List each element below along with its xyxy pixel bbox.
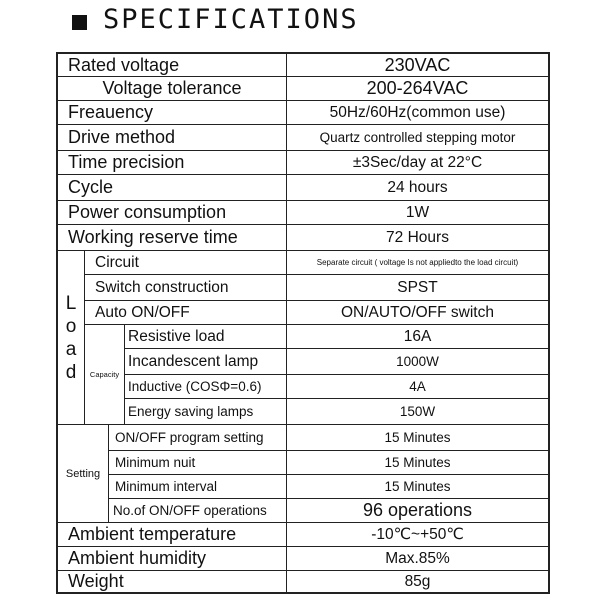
- row-value-switch-construction: SPST: [397, 278, 438, 296]
- row-value-auto-on-off: ON/AUTO/OFF switch: [340, 303, 494, 321]
- row-label-rated-voltage: Rated voltage: [68, 54, 180, 75]
- row-label-energy-saving-lamps: Energy saving lamps: [128, 404, 254, 419]
- row-value-inductive: 4A: [409, 379, 426, 394]
- row-value-no-of-on-off-operations: 96 operations: [362, 500, 473, 520]
- row-label-circuit: Circuit: [95, 253, 139, 271]
- page-header: [72, 2, 359, 36]
- row-label-drive-method: Drive method: [68, 127, 176, 147]
- row-label-resistive-load: Resistive load: [128, 327, 225, 345]
- row-label-ambient-temperature: Ambient temperature: [68, 524, 237, 544]
- row-value-drive-method: Quartz controlled stepping motor: [319, 130, 516, 145]
- row-label-minimum-interval: Minimum interval: [115, 479, 218, 494]
- specifications-table: [56, 52, 550, 594]
- row-value-weight: 85g: [404, 572, 431, 590]
- load-letter-d: d: [65, 361, 77, 383]
- row-value-power-consumption: 1W: [405, 203, 430, 221]
- row-label-inductive: Inductive (COSΦ=0.6): [128, 379, 262, 394]
- capacity-group-label: Capacity: [89, 370, 120, 379]
- row-label-ambient-humidity: Ambient humidity: [68, 548, 207, 568]
- row-value-on-off-program-setting: 15 Minutes: [384, 430, 451, 445]
- row-value-rated-voltage: 230VAC: [384, 54, 451, 75]
- row-value-cycle: 24 hours: [387, 178, 448, 196]
- row-label-incandescent-lamp: Incandescent lamp: [128, 352, 259, 370]
- row-value-working-reserve-time: 72 Hours: [386, 228, 449, 246]
- row-label-voltage-tolerance: Voltage tolerance: [102, 78, 242, 98]
- row-value-time-precision: ±3Sec/day at 22°C: [352, 153, 483, 171]
- row-label-time-precision: Time precision: [68, 152, 185, 172]
- row-label-no-of-on-off-operations: No.of ON/OFF operations: [113, 503, 267, 518]
- load-group-label: [58, 251, 84, 424]
- row-value-ambient-temperature: -10℃~+50℃: [371, 526, 464, 543]
- row-value-energy-saving-lamps: 150W: [399, 404, 436, 419]
- row-label-switch-construction: Switch construction: [95, 278, 229, 296]
- row-value-minimum-nuit: 15 Minutes: [384, 455, 451, 470]
- row-label-minimum-nuit: Minimum nuit: [115, 455, 196, 470]
- row-value-minimum-interval: 15 Minutes: [384, 479, 451, 494]
- row-label-working-reserve-time: Working reserve time: [68, 227, 238, 247]
- load-letter-o: o: [65, 315, 77, 337]
- row-value-frequency: 50Hz/60Hz(common use): [329, 103, 506, 121]
- row-label-frequency: Freauency: [68, 102, 154, 122]
- square-bullet-icon: [72, 15, 87, 30]
- load-letter-l: L: [65, 292, 77, 314]
- row-value-circuit: Separate circuit ( voltage Is not appliedto the load circuit): [316, 258, 519, 267]
- setting-group-label: Setting: [65, 467, 101, 480]
- page-title: SPECIFICATIONS: [103, 3, 359, 35]
- row-label-cycle: Cycle: [68, 177, 114, 197]
- row-value-ambient-humidity: Max.85%: [385, 549, 450, 567]
- row-label-power-consumption: Power consumption: [68, 202, 227, 222]
- row-label-weight: Weight: [68, 571, 124, 591]
- row-value-incandescent-lamp: 1000W: [396, 354, 439, 369]
- load-letter-a: a: [65, 338, 77, 360]
- row-label-auto-on-off: Auto ON/OFF: [95, 303, 190, 321]
- row-value-resistive-load: 16A: [403, 327, 432, 345]
- row-value-voltage-tolerance: 200-264VAC: [366, 78, 469, 98]
- row-label-on-off-program-setting: ON/OFF program setting: [115, 430, 264, 445]
